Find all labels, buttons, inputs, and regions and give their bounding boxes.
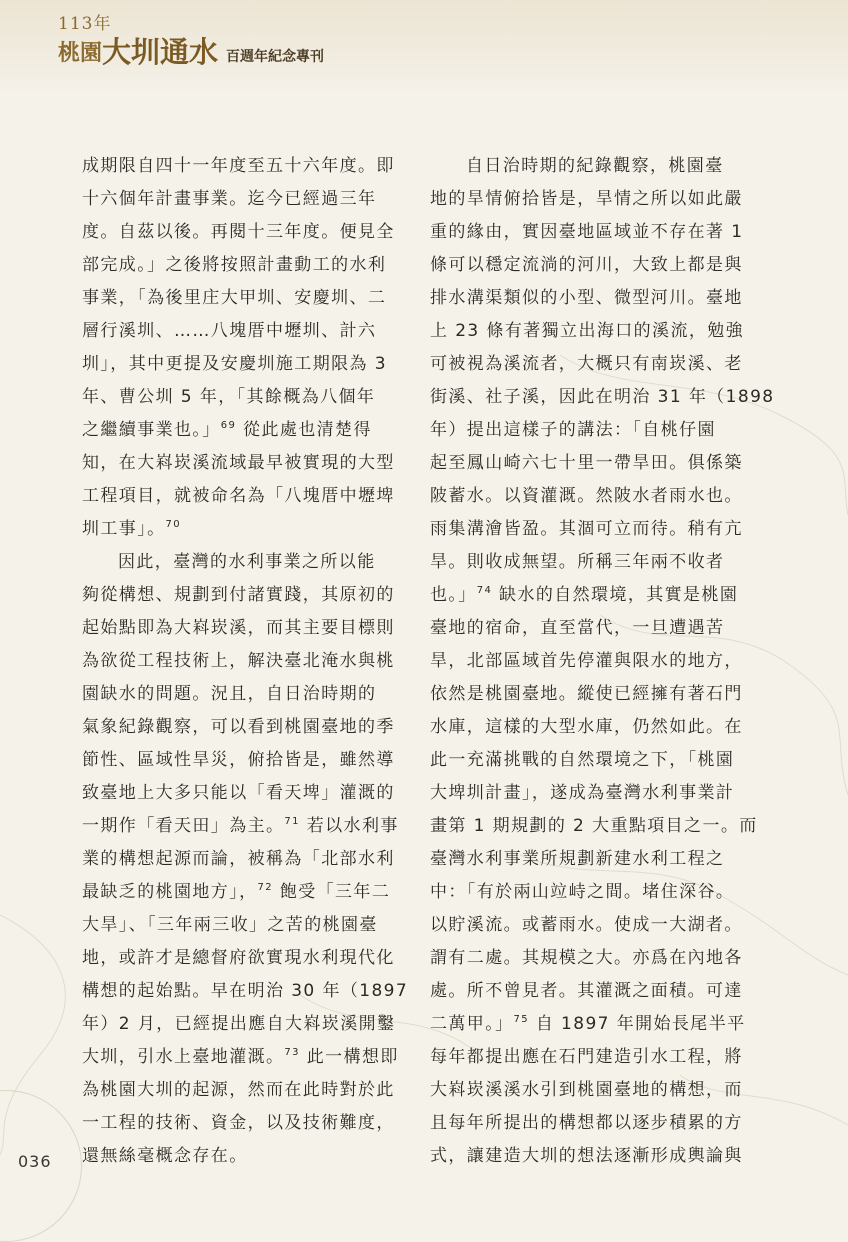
text-line-content: 工程項目，就被命名為「八塊厝中壢埤 xyxy=(82,486,395,506)
text-line-content: 致臺地上大多只能以「看天埤」灌溉的 xyxy=(82,783,395,803)
footnote-reference: 70 xyxy=(165,519,182,530)
text-line-content: 可被視為溪流者，大概只有南崁溪、老 xyxy=(430,354,743,374)
text-line-content: 水庫，這樣的大型水庫，仍然如此。在 xyxy=(430,717,743,737)
text-line-content: 上 23 條有著獨立出海口的溪流，勉強 xyxy=(430,321,745,341)
text-line-content: 大旱」、「三年兩三收」之苦的桃園臺 xyxy=(82,915,378,935)
text-line xyxy=(430,1008,750,1041)
text-line xyxy=(82,645,402,678)
text-line-content: 節性、區域性旱災，俯拾皆是，雖然導 xyxy=(82,750,395,770)
text-line-content: 謂有二處。其規模之大。亦爲在內地各 xyxy=(430,948,743,968)
text-line-content: 地，或許才是總督府欲實現水利現代化 xyxy=(82,948,395,968)
text-line-content: 圳工事」。 xyxy=(82,519,166,539)
text-line-content: 還無絲毫概念存在。 xyxy=(82,1146,248,1166)
text-line-continuation: 飽受「三年二 xyxy=(273,882,391,902)
text-line-content: 地的旱情俯拾皆是，旱情之所以如此嚴 xyxy=(430,189,743,209)
text-line-content: 年）2 月，已經提出應自大嵙崁溪開鑿 xyxy=(82,1014,396,1034)
text-line-content: 業的構想起源而論，被稱為「北部水利 xyxy=(82,849,395,869)
text-line xyxy=(430,909,750,942)
footnote-reference: 72 xyxy=(257,882,274,893)
text-line xyxy=(430,678,750,711)
text-line-content: 每年都提出應在石門建造引水工程，將 xyxy=(430,1047,743,1067)
text-line-continuation: 自 1897 年開始長尾半平 xyxy=(529,1014,746,1034)
text-line-content: 旱。則收成無望。所稱三年兩不收者 xyxy=(430,552,725,572)
text-line xyxy=(82,942,402,975)
text-line xyxy=(430,744,750,777)
text-line xyxy=(82,678,402,711)
text-line xyxy=(82,216,402,249)
header-subtitle: 百週年紀念專刊 xyxy=(226,49,325,65)
text-line xyxy=(430,249,750,282)
text-line-content: 大圳，引水上臺地灌溉。 xyxy=(82,1047,285,1067)
text-line-content: 以貯溪流。或蓄雨水。使成一大湖者。 xyxy=(430,915,743,935)
text-line xyxy=(430,513,750,546)
text-line-content: 十六個年計畫事業。迄今已經過三年 xyxy=(82,189,377,209)
text-line xyxy=(82,1008,402,1041)
text-line xyxy=(82,249,402,282)
text-line-content: 也。」 xyxy=(430,585,477,605)
text-line xyxy=(430,1140,750,1173)
header-title-main: 大圳通水 xyxy=(102,35,219,69)
text-line xyxy=(82,711,402,744)
text-line xyxy=(430,612,750,645)
text-line xyxy=(430,777,750,810)
text-line-content: 一工程的技術、資金，以及技術難度， xyxy=(82,1113,395,1133)
left-column xyxy=(82,150,409,1173)
page-number: 036 xyxy=(18,1152,52,1171)
text-line xyxy=(82,183,402,216)
text-line-content: 雨集溝澮皆盈。其涸可立而待。稍有亢 xyxy=(430,519,743,539)
text-line xyxy=(430,282,750,315)
text-line-content: 知，在大嵙崁溪流域最早被實現的大型 xyxy=(82,453,395,473)
text-line-content: 起始點即為大嵙崁溪，而其主要目標則 xyxy=(82,618,395,638)
text-line xyxy=(430,645,750,678)
text-line xyxy=(82,381,402,414)
text-line xyxy=(430,348,750,381)
text-line xyxy=(82,348,402,381)
text-line-content: 臺灣水利事業所規劃新建水利工程之 xyxy=(430,849,725,869)
text-line xyxy=(430,183,750,216)
text-line xyxy=(82,546,402,579)
text-line xyxy=(82,975,409,1008)
text-line xyxy=(430,315,750,348)
text-line xyxy=(82,1074,402,1107)
text-line-content: 式，讓建造大圳的想法逐漸形成輿論與 xyxy=(430,1146,743,1166)
text-line xyxy=(82,282,402,315)
text-line-content: 成期限自四十一年度至五十六年度。即 xyxy=(82,156,395,176)
text-line-content: 園缺水的問題。況且，自日治時期的 xyxy=(82,684,377,704)
text-line-content: 此一充滿挑戰的自然環境之下，「桃園 xyxy=(430,750,735,770)
text-line-continuation: 若以水利事 xyxy=(299,816,399,836)
footnote-reference: 75 xyxy=(513,1014,530,1025)
text-line-content: 一期作「看天田」為主。 xyxy=(82,816,285,836)
footnote-reference: 69 xyxy=(220,420,237,431)
text-line xyxy=(430,1074,750,1107)
text-line-continuation: 缺水的自然環境，其實是桃園 xyxy=(492,585,739,605)
text-line-content: 處。所不曾見者。其灌溉之面積。可達 xyxy=(430,981,743,1001)
text-line xyxy=(430,150,750,183)
text-line-content: 氣象紀錄觀察，可以看到桃園臺地的季 xyxy=(82,717,395,737)
text-line-content: 中：「有於兩山竝峙之間。堵住深谷。 xyxy=(430,882,735,902)
text-line-content: 事業，「為後里庄大甲圳、安慶圳、二 xyxy=(82,288,387,308)
text-line xyxy=(82,1140,402,1173)
text-line-content: 夠從構想、規劃到付諸實踐，其原初的 xyxy=(82,585,395,605)
text-line xyxy=(430,975,750,1008)
text-line xyxy=(82,909,402,942)
text-line-content: 自日治時期的紀錄觀察，桃園臺 xyxy=(466,156,724,176)
text-line xyxy=(430,447,750,480)
text-line-content: 且每年所提出的構想都以逐步積累的方 xyxy=(430,1113,743,1133)
text-line-content: 度。自茲以後。再閱十三年度。便見全 xyxy=(82,222,395,242)
text-line xyxy=(82,315,402,348)
footnote-reference: 74 xyxy=(476,585,493,596)
right-column-text xyxy=(430,150,775,1173)
text-line-content: 層行溪圳、……八塊厝中壢圳、計六 xyxy=(82,321,377,341)
text-line xyxy=(430,843,750,876)
publication-header xyxy=(58,14,324,68)
left-column-text xyxy=(82,150,409,1173)
text-line-content: 旱，北部區域首先停灌與限水的地方， xyxy=(430,651,743,671)
text-line-content: 因此，臺灣的水利事業之所以能 xyxy=(118,552,376,572)
text-line xyxy=(82,1107,402,1140)
text-line-content: 畫第 1 期規劃的 2 大重點項目之一。而 xyxy=(430,816,758,836)
text-line xyxy=(430,1041,750,1074)
text-line-content: 年）提出這樣子的講法：「自桃仔園 xyxy=(430,420,716,440)
text-line xyxy=(82,513,402,546)
text-line-content: 年、曹公圳 5 年，「其餘概為八個年 xyxy=(82,387,376,407)
footnote-reference: 71 xyxy=(284,816,300,827)
text-line xyxy=(430,810,758,843)
text-line xyxy=(430,381,775,414)
text-line-content: 構想的起始點。早在明治 30 年（1897 xyxy=(82,981,409,1001)
text-line-content: 為欲從工程技術上，解決臺北淹水與桃 xyxy=(82,651,395,671)
text-line-content: 陂蓄水。以資灌溉。然陂水者雨水也。 xyxy=(430,486,743,506)
text-line-content: 圳」，其中更提及安慶圳施工期限為 3 xyxy=(82,354,387,374)
text-line-content: 大埤圳計畫」，遂成為臺灣水利事業計 xyxy=(430,783,735,803)
text-line-content: 為桃園大圳的起源，然而在此時對於此 xyxy=(82,1080,395,1100)
text-line-content: 街溪、社子溪，因此在明治 31 年（1898 xyxy=(430,387,775,407)
text-line xyxy=(430,711,750,744)
text-line-content: 重的緣由，實因臺地區域並不存在著 1 xyxy=(430,222,744,242)
text-line xyxy=(430,942,750,975)
text-line-content: 之繼續事業也。」 xyxy=(82,420,221,440)
text-line xyxy=(82,447,402,480)
right-column xyxy=(430,150,775,1173)
text-line-content: 依然是桃園臺地。縱使已經擁有著石門 xyxy=(430,684,743,704)
text-line xyxy=(82,480,402,513)
text-line xyxy=(82,744,402,777)
text-line-content: 排水溝渠類似的小型、微型河川。臺地 xyxy=(430,288,743,308)
text-line xyxy=(82,612,402,645)
text-line xyxy=(82,777,402,810)
text-line xyxy=(82,876,402,909)
header-title-row xyxy=(58,36,324,68)
text-line xyxy=(82,579,402,612)
text-line xyxy=(82,843,402,876)
text-line-continuation: 此一構想即 xyxy=(299,1047,399,1067)
text-line-continuation: 從此處也清楚得 xyxy=(236,420,372,440)
text-line-content: 起至鳳山崎六七十里一帶旱田。俱係築 xyxy=(430,453,743,473)
header-title-prefix: 桃園 xyxy=(58,40,103,66)
text-line xyxy=(430,216,750,249)
text-line xyxy=(430,876,750,909)
text-line-content: 臺地的宿命，直至當代，一旦遭遇苦 xyxy=(430,618,725,638)
text-line xyxy=(82,414,402,447)
text-line xyxy=(430,1107,750,1140)
text-line-content: 最缺乏的桃園地方」， xyxy=(82,882,258,902)
text-line-content: 二萬甲。」 xyxy=(430,1014,514,1034)
text-line xyxy=(82,150,402,183)
text-line-content: 條可以穩定流淌的河川，大致上都是與 xyxy=(430,255,743,275)
text-line xyxy=(430,579,750,612)
text-line xyxy=(430,480,750,513)
text-line-content: 部完成。」之後將按照計畫動工的水利 xyxy=(82,255,387,275)
text-line xyxy=(430,414,750,447)
text-line xyxy=(82,810,402,843)
text-line xyxy=(430,546,750,579)
header-year: 113年 xyxy=(58,14,112,34)
footnote-reference: 73 xyxy=(284,1047,300,1058)
text-line-content: 大嵙崁溪溪水引到桃園臺地的構想，而 xyxy=(430,1080,743,1100)
text-line xyxy=(82,1041,402,1074)
